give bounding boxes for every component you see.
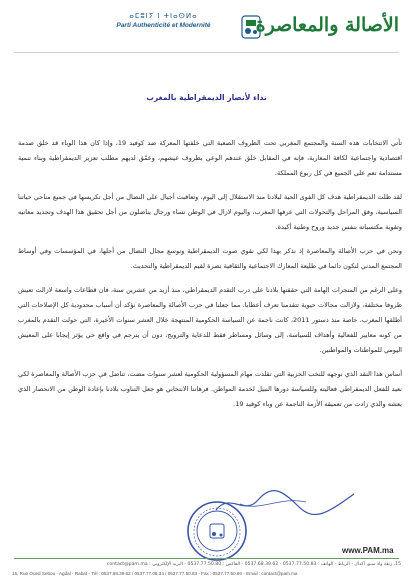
paragraph: تأتي الانتخابات هذه السنة والمجتمع المغربي تحت الظروف الصعبة التي خلفتها المعركة ضد كوفيد 19، وإذا كان هذا الوباء قد خلق صدمة اقتصادية واجتماعية لكافة المغاربة، فإنه في المقابل خلق عندهم الوعي بظروف عيشهم، وعمّق لديهم مطلب تعزيز الديمقراطية وبناء تنمية مستدامة تعم على الجميع في كل ربوع المملكة. bbox=[18, 139, 403, 177]
logo-tifinagh-text: ⴰⵎⵓⵏⵢ ⵏ ⵜⵏⴰⵙⵍⴰ bbox=[129, 12, 198, 20]
letterhead bbox=[0, 8, 413, 60]
footer-divider bbox=[14, 558, 399, 559]
party-stamp bbox=[186, 500, 248, 562]
footer-address-arabic: 15، زنقة واد سبو، أكدال - الرباط - الهاتف : 0537.77.50.83 - 0537.68.39.62 - الفاكس : 0537.77.50.80 - البريد الإلكتروني : contact@pam.ma bbox=[106, 562, 401, 567]
document-body bbox=[18, 136, 402, 421]
website-link[interactable]: www.PAM.ma bbox=[342, 546, 394, 555]
paragraph: لقد ظلت الديمقراطية هدف كل القوى الحية لبلادنا منذ الاستقلال إلى اليوم، وتعاقبت أجيال على النضال من أجل تكريسها في جميع مناحي حياتنا السياسية، وفق المراحل والتحولات التي عرفها المغرب، واليوم لازال في الوطن نساء ورجال يناضلون من أجل تحقيق هذا الهدف وتجديد معانيه وتقوية مكتسباته بنفس جديد وروح وطنية أكيدة. bbox=[18, 193, 402, 231]
logo-latin-text: Parti Authenticité et Modernité bbox=[116, 22, 211, 29]
paragraph: أساس هذا النقد الذي نوجهه للنخب الحزبية التي تقلدت مهام المسؤولية الحكومية لعشر سنوات مضت، تناضل في حزب الأصالة والمعاصرة لكي نعيد للفعل الديمقراطي فعاليته وللسياسة دورها النبيل لخدمة المواطن. فرهاننا الانتخابي هو جعل التناوب بلادنا بإعادة الوطن من الانحصار الذي يعشه والذي زادت من تعميقه الأزمة الناجمة عن وباء كوفيد 19. bbox=[18, 370, 402, 408]
paragraph: وعلى الرغم من المنجزات الهامة التي حققتها بلادنا على درب التقدم الديمقراطي، منذ أزيد من عشرين سنة، فان قطاعات واسعة لازالت تعيش ظروفا مختلفة، ولازالت مجالات حيوية تتقدمنا تعرف أعطابا. مما جعلنا في حزب الأصالة والمعاصرة نؤكد أن أسباب محدودية كل الإصلاحات التي أطلقها المغرب، خاصة منذ دستور 2011، كانت ناجمة عن السياسة الحكومية المنتهجة خلال العشر سنوات الأخيرة، التي حولت التقدم بالمغرب من كونه معايير للفعالية وأهداف للسياسة، إلى وسائل ومساطر فقط للدعاية والترويج، دون أن يترجم في واقع حي يؤثر إيجابا على المعيش اليومي للمواطنات والمواطنين. bbox=[18, 286, 402, 354]
header-divider bbox=[14, 52, 399, 53]
paragraph: ونحن في حزب الأصالة والمعاصرة إذ نذكر بهذا لكي نقوي صوت الديمقراطية ونوسع مجال النضال من أجلها، في المؤسسات وفي أوساط المجتمع المدني لنكون دائما في طليعة المعارك الاجتماعية والثقافية نصرة لقيم الديمقراطية والتحديث. bbox=[18, 247, 402, 270]
logo-arabic-text: الأصالة والمعاصرة bbox=[255, 14, 399, 36]
document-title: نداء لأنصار الديمقراطية بالمغرب bbox=[146, 93, 267, 102]
party-logo-text bbox=[96, 12, 231, 29]
footer-address-french: 15, Rue Oued Sebou - Agdal - Rabat - Tél : 0537.68.39.62 / 0537.77.08.34 / 0537.77.50.83 - Fax : 0537.77.50.80 - Email : contact@pam.ma bbox=[12, 571, 298, 576]
